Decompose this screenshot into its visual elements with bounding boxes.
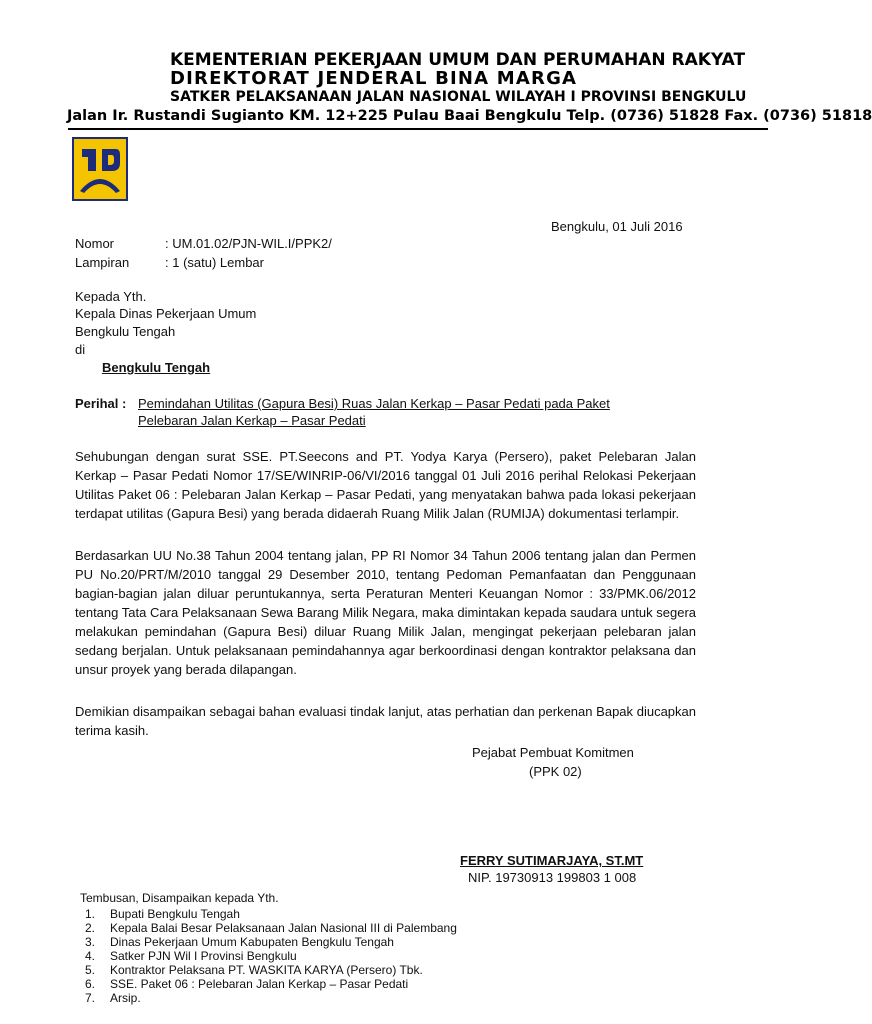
tembusan-item: Kepala Balai Besar Pelaksanaan Jalan Nasional III di Palembang	[110, 921, 457, 935]
tembusan-num: 3.	[85, 935, 96, 949]
tembusan-item: Satker PJN Wil I Provinsi Bengkulu	[110, 949, 297, 963]
subject-label: Perihal :	[75, 396, 127, 411]
tembusan-num: 5.	[85, 963, 96, 977]
tembusan-num: 6.	[85, 977, 96, 991]
recipient-office: Kepala Dinas Pekerjaan Umum	[75, 306, 257, 321]
tembusan-item: Arsip.	[110, 991, 141, 1005]
letterhead-address: Jalan Ir. Rustandi Sugianto KM. 12+225 Pulau Baai Bengkulu Telp. (0736) 51828 Fax. (0736) 51818	[67, 108, 872, 124]
letterhead-divider	[68, 128, 768, 130]
tembusan-num: 1.	[85, 907, 96, 921]
recipient-di: di	[75, 342, 86, 357]
tembusan-item: SSE. Paket 06 : Pelebaran Jalan Kerkap – Pasar Pedati	[110, 977, 409, 991]
tembusan-num: 4.	[85, 949, 96, 963]
subject-line-1: Pemindahan Utilitas (Gapura Besi) Ruas Jalan Kerkap – Pasar Pedati pada Paket	[138, 396, 610, 411]
recipient-greeting: Kepada Yth.	[75, 289, 147, 304]
tembusan-num: 2.	[85, 921, 96, 935]
body-paragraph-1: Sehubungan dengan surat SSE. PT.Seecons and PT. Yodya Karya (Persero), paket Pelebaran Jalan Kerkap – Pasar Pedati Nomor 17/SE/WINRIP-06/VI/2016 tanggal 01 Juli 2016 perihal Relokasi Pekerjaan Utilitas Paket 06 : Pelebaran Jalan Kerkap – Pasar Pedati, yang menyatakan bahwa pada lokasi pekerjaan terdapat utilitas (Gapura Besi) yang berada didaerah Ruang Milik Jalan (RUMIJA) dokumentasi terlampir.	[75, 449, 696, 521]
signatory-nip: NIP. 19730913 199803 1 008	[468, 870, 637, 885]
tembusan-item: Bupati Bengkulu Tengah	[110, 907, 240, 921]
tembusan-heading: Tembusan, Disampaikan kepada Yth.	[80, 891, 279, 905]
letterhead-directorate: DIREKTORAT JENDERAL BINA MARGA	[170, 68, 578, 89]
tembusan-item: Dinas Pekerjaan Umum Kabupaten Bengkulu Tengah	[110, 935, 394, 949]
subject-line-2: Pelebaran Jalan Kerkap – Pasar Pedati	[138, 413, 366, 428]
signatory-name: FERRY SUTIMARJAYA, ST.MT	[460, 853, 644, 868]
pu-logo-icon	[72, 137, 128, 201]
nomor-label: Nomor	[75, 236, 115, 251]
recipient-region: Bengkulu Tengah	[75, 324, 176, 339]
signature-title: Pejabat Pembuat Komitmen	[472, 745, 634, 760]
tembusan-item: Kontraktor Pelaksana PT. WASKITA KARYA (Persero) Tbk.	[110, 963, 423, 977]
lampiran-value: : 1 (satu) Lembar	[165, 255, 264, 270]
lampiran-label: Lampiran	[75, 255, 130, 270]
recipient-city: Bengkulu Tengah	[102, 360, 211, 375]
letter-date: Bengkulu, 01 Juli 2016	[551, 219, 683, 234]
body-paragraph-2: Berdasarkan UU No.38 Tahun 2004 tentang jalan, PP RI Nomor 34 Tahun 2006 tentang jalan dan Permen PU No.20/PRT/M/2010 tanggal 29 Desember 2010, tentang Pedoman Pemanfaatan dan Penggunaan bagian-bagian jalan diluar peruntukannya, serta Peraturan Menteri Keuangan Nomor : 33/PMK.06/2012 tentang Tata Cara Pelaksanaan Sewa Barang Milik Negara, maka dimintakan kepada saudara untuk segera melakukan pemindahan (Gapura Besi) diluar Ruang Milik Jalan, mengingat pekerjaan pelebaran jalan sedang berjalan. Untuk pelaksanaan pemindahannya agar berkoordinasi dengan kontraktor pelaksana dan unsur proyek yang berada dilapangan.	[75, 548, 696, 677]
tembusan-num: 7.	[85, 991, 96, 1005]
signature-unit: (PPK 02)	[529, 764, 582, 779]
letterhead-ministry: KEMENTERIAN PEKERJAAN UMUM DAN PERUMAHAN RAKYAT	[170, 50, 746, 70]
body-paragraph-3: Demikian disampaikan sebagai bahan evaluasi tindak lanjut, atas perhatian dan perkenan Bapak diucapkan terima kasih.	[75, 704, 696, 738]
letterhead-satker: SATKER PELAKSANAAN JALAN NASIONAL WILAYAH I PROVINSI BENGKULU	[170, 89, 747, 105]
nomor-value: : UM.01.02/PJN-WIL.I/PPK2/	[165, 236, 332, 251]
